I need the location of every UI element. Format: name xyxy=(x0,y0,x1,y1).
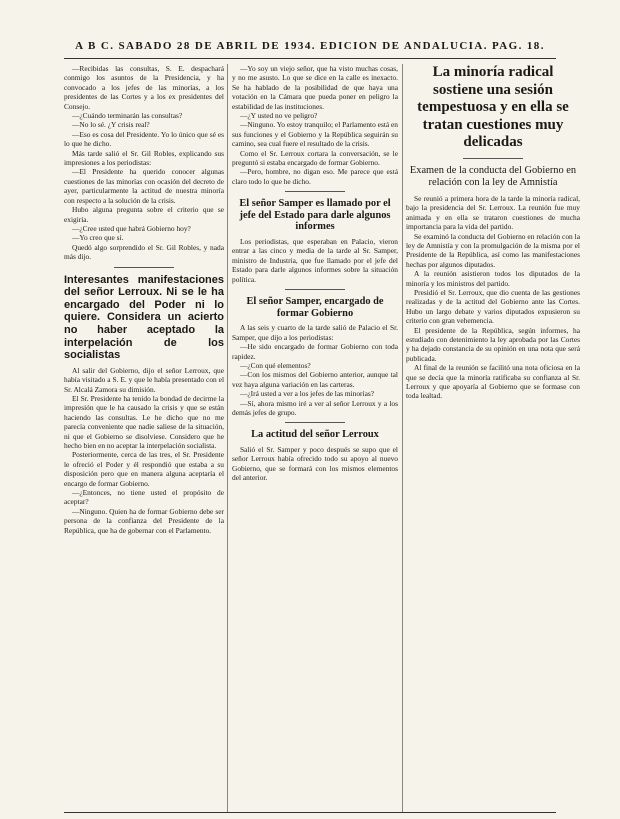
paragraph: —Sí, ahora mismo iré a ver al señor Lerroux y a los demás jefes de grupo. xyxy=(232,398,398,417)
paragraph: Al final de la reunión se facilitó una nota oficiosa en la que se decía que la minoría ratificaba su confianza al Sr. Lerroux y que apoyaría al Gobierno que se formase con toda lealtad. xyxy=(406,363,580,401)
column-3 xyxy=(406,64,580,812)
paragraph: Se reunió a primera hora de la tarde la minoría radical, bajo la presidencia del Sr. Lerroux. La reunión fue muy animada y en ella se trataron cuestiones de mucha importancia para la vida del partido. xyxy=(406,193,580,232)
paragraph: —Pero, hombre, no digan eso. Me parece que está claro todo lo que he dicho. xyxy=(232,167,398,186)
paragraph: —No lo sé. ¿Y crisis real? xyxy=(72,120,150,130)
article-headline: El señor Samper, encargado de formar Gobierno xyxy=(246,296,384,319)
paragraph: Quedó algo sorprendido el Sr. Gil Robles, y nada más dijo. xyxy=(64,242,224,262)
paragraph: —Yo creo que sí. xyxy=(72,233,124,243)
paragraph: Los periodistas, que esperaban en Palacio, vieron entrar a las cinco y media de la tarde al Sr. Samper, ministro de Industria, que fue llamado por el jefe del Estado para darle algunos informes sobre la situación política. xyxy=(232,237,398,284)
paragraph: El presidente de la República, según informes, ha estudiado con detenimiento la ley aprobada por las Cortes y ha dejado constancia de su opinión en una nota que será publicada. xyxy=(406,325,580,363)
article-headline: La actitud del señor Lerroux xyxy=(251,429,379,441)
paragraph: —Ninguno. Yo estoy tranquilo; el Parlamento está en sus funciones y el Gobierno y la República seguirán su camino, sea cual fuere el resultado de la crisis. xyxy=(232,120,398,149)
column-divider xyxy=(227,64,228,812)
paragraph: —He sido encargado de formar Gobierno con toda rapidez. xyxy=(232,342,398,361)
column-1 xyxy=(64,64,224,812)
paragraph: —Recibidas las consultas, S. E. despachará conmigo los asuntos de la Presidencia, y ha convocado a los jefes de las minorías, a los presidentes de las Cortes y a los ex presidentes del Consejo. xyxy=(64,64,224,111)
paragraph: A las seis y cuarto de la tarde salió de Palacio el Sr. Samper, que dijo a los periodistas: xyxy=(232,323,398,342)
column-divider xyxy=(402,64,403,812)
paragraph: —¿Cuándo terminarán las consultas? xyxy=(72,111,183,121)
paragraph: Posteriormente, cerca de las tres, el Sr. Presidente le ofreció el Poder y él respondió que estaba a su disposición pero que en manera alguna aceptaría el encargo de formar Gobierno. xyxy=(64,450,224,488)
divider xyxy=(285,422,345,423)
divider xyxy=(463,158,523,159)
paragraph: —¿Con qué elementos? xyxy=(240,360,311,370)
paragraph: A la reunión asistieron todos los diputados de la minoría y los ministros del partido. xyxy=(406,269,580,288)
main-headline: La minoría radical sostiene una sesión tempestuosa y en ella se tratan cuestiones muy delicadas xyxy=(417,64,569,150)
page-masthead: A B C. SABADO 28 DE ABRIL DE 1934. EDICION DE ANDALUCIA. PAG. 18. xyxy=(75,40,545,52)
sub-headline: Examen de la conducta del Gobierno en relación con la ley de Amnistía xyxy=(409,164,577,188)
divider xyxy=(114,267,174,268)
article-headline: El señor Samper es llamado por el jefe del Estado para darle algunos informes xyxy=(239,198,391,233)
paragraph: —¿Irá usted a ver a los jefes de las minorías? xyxy=(240,389,375,399)
paragraph: —¿Y usted no ve peligro? xyxy=(240,111,318,121)
paragraph: El Sr. Presidente ha tenido la bondad de decirme la impresión que le ha causado la crisis y que se están haciendo las consultas. Le he dicho que no me parecía conveniente que nadie saliese de la situación, ni que el Gobierno se disolviese. Considero que he hecho bien en no aceptar la interpelación socialista. xyxy=(64,393,224,450)
paragraph: Hubo alguna pregunta sobre el criterio que se exigiría. xyxy=(64,205,224,224)
paragraph: —Eso es cosa del Presidente. Yo lo único que sé es lo que he dicho. xyxy=(64,129,224,149)
paragraph: —¿Cree usted que habrá Gobierno hoy? xyxy=(72,223,191,233)
paragraph: —¿Entonces, no tiene usted el propósito de aceptar? xyxy=(64,487,224,507)
paragraph: Salió el Sr. Samper y poco después se supo que el señor Lerroux había ofrecido todo su apoyo al nuevo Gobierno, que se formará con los mismos elementos del anterior. xyxy=(232,444,398,483)
paragraph: Más tarde salió el Sr. Gil Robles, explicando sus impresiones a los periodistas: xyxy=(64,148,224,168)
paragraph: Se examinó la conducta del Gobierno en relación con la ley de Amnistía y con la promulgación de la misma por el Presidente de la República, así como las manifestaciones hechas por algunos diputados. xyxy=(406,231,580,269)
paragraph: —Yo soy un viejo señor, que ha visto muchas cosas, y no me asusto. Lo que se dice en la calle es inexacto. Se ha hablado de la posibilidad de que haya una votación en la Cámara que pueda poner en peligro la estabilidad de las instituciones. xyxy=(232,64,398,111)
divider xyxy=(285,289,345,290)
article-headline: Interesantes manifestaciones del señor Lerroux. Ni se le ha encargado del Poder ni lo quiere. Considera un acierto no haber aceptado la interpelación de los socialistas xyxy=(64,273,224,362)
paragraph: —El Presidente ha querido conocer algunas cuestiones de las minorías con ocasión del decreto de ayer, particularmente la actitud de nuestra minoría con respecto a la solución de la crisis. xyxy=(64,167,224,205)
paragraph: —Ninguno. Quien ha de formar Gobierno debe ser persona de la confianza del Presidente de la República, que ha de gobernar con el Parlamento. xyxy=(64,506,224,535)
paragraph: Al salir del Gobierno, dijo el señor Lerroux, que había visitado a S. E. y que le había presentado con el Sr. Alcalá Zamora su dimisión. xyxy=(64,365,224,394)
footer-rule xyxy=(64,812,556,813)
paragraph: —Con los mismos del Gobierno anterior, aunque tal vez haya alguna variación en las carteras. xyxy=(232,370,398,389)
masthead-rule xyxy=(64,58,556,59)
divider xyxy=(285,191,345,192)
paragraph: Como el Sr. Lerroux cortara la conversación, se le preguntó si estaba encargado de formar Gobierno. xyxy=(232,148,398,168)
paragraph: Presidió el Sr. Lerroux, que dio cuenta de las gestiones realizadas y de la actitud del Gobierno ante las Cortes. Hubo un largo debate y varios diputados expusieron su criterio con gran vehemencia. xyxy=(406,287,580,326)
column-2 xyxy=(232,64,398,812)
